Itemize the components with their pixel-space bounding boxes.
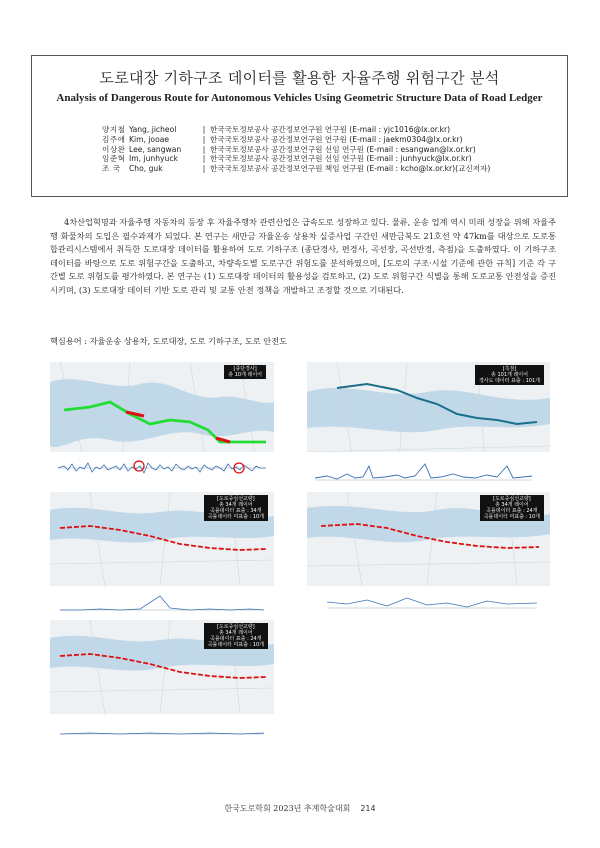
figure-label-line: [측점] <box>502 366 517 372</box>
author-name-ko: 김주애 <box>102 134 126 144</box>
author-affiliation: 한국국토정보공사 공간정보연구원 선임 연구원 (E-mail : junhyuck@lx.or.kr) <box>210 154 472 164</box>
author-affiliation: 한국국토정보공사 공간정보연구원 선임 연구원 (E-mail : esangwan@lx.or.kr) <box>210 144 476 154</box>
author-row <box>102 145 490 155</box>
author-row <box>102 154 490 164</box>
author-name-ko: 조 국 <box>102 164 121 174</box>
figure-curve-map-3 <box>50 620 274 714</box>
author-separator: | <box>202 134 206 144</box>
figure-curve-profile-2 <box>307 588 550 616</box>
abstract-paragraph: 4차산업혁명과 자율주행 자동차의 등장 후 자율주행차 관련산업은 급속도로 성장하고 있다. 물류, 운송 업계 역시 미래 성장을 위해 자율주행 화물차의 도입은 필수과제가 되었다. 본 연구는 새만금 자율운송 상용차 실증사업 구간인 새만금북도 21호선 약 47km를 대상으로 도로통합관리시스템에서 취득한 도로대장 데이터를 활용하여 도로 기하구조 (종단경사, 편경사, 곡선장, 곡선반경, 측점)을 도출하였다. 이 기하구조 데이터를 바탕으로 도로 위험구간을 도출하고, 차량속도별 도로구간 위험도를 분석하였으며, [도로의 구조·시설 기준에 관한 규칙] 기준 각 구간별 도로 위험도를 평가하였다. 본 연구는 (1) 도로대장 데이터의 활용성을 검토하고, (2) 도로 위험구간 식별을 통해 도로교통 안전성을 증진시키며, (3) 도로대장 데이터 기반 도로 관리 및 교통 안전 정책을 개발하고 조정할 것으로 기대된다. <box>50 217 556 295</box>
author-separator: | <box>202 154 206 164</box>
figure-label-line: 총 34개 레이어 <box>495 502 529 508</box>
figure-label-line: [도로중심선교량] <box>216 624 255 630</box>
author-name-en: Lee, sangwan <box>129 144 182 154</box>
figure-label-line: [도로중심선교량] <box>492 496 531 502</box>
station-profile-svg <box>307 452 550 485</box>
slope-profile-svg <box>50 452 274 485</box>
figure-label-line: 총 34개 레이어 <box>219 502 253 508</box>
figure-label-line: 곡률데이터 표출 : 34개 <box>210 508 262 514</box>
figure-label-line: 총 10개 레이어 <box>228 372 262 378</box>
author-name-ko: 임준혁 <box>102 154 126 164</box>
author-name-ko: 양지철 <box>102 125 126 134</box>
author-name-ko: 이상완 <box>102 144 126 154</box>
figure-label-line: [종단경사] <box>233 366 257 372</box>
author-affiliation: 한국국토정보공사 공간정보연구원 연구원 (E-mail : yjc1016@lx.or.kr) <box>210 125 451 134</box>
conference-name: 한국도로학회 2023년 추계학술대회 <box>224 804 351 813</box>
figure-label-line: 곡률데이터 미표출 : 10개 <box>483 514 540 520</box>
author-affiliation: 한국국토정보공사 공간정보연구원 책임 연구원 (E-mail : kcho@lx.or.kr)(교신저자) <box>210 164 491 174</box>
page-number: 214 <box>360 804 376 813</box>
figure-label-line: 총 101개 레이어 <box>491 372 528 378</box>
figure-label <box>224 365 266 379</box>
figure-label-line: 총 34개 레이어 <box>219 630 253 636</box>
page-footer <box>0 803 600 814</box>
figure-curve-map-1 <box>50 492 274 586</box>
author-row <box>102 135 490 145</box>
author-row <box>102 164 490 174</box>
author-affiliation: 한국국토정보공사 공간정보연구원 연구원 (E-mail : jaekm0304@lx.or.kr) <box>210 134 463 144</box>
figure-label <box>204 495 268 521</box>
figure-label <box>480 495 544 521</box>
author-separator: | <box>202 164 206 174</box>
curve-profile-3-svg <box>50 716 274 746</box>
title-korean: 도로대장 기하구조 데이터를 활용한 자율주행 위험구간 분석 <box>99 69 500 87</box>
figure-curve-profile-3 <box>50 716 274 746</box>
author-separator: | <box>202 144 206 154</box>
author-name-en: Im, junhyuck <box>129 154 178 164</box>
author-name-en: Kim, jooae <box>129 134 170 144</box>
paper-header-box <box>31 55 568 197</box>
figure-label <box>475 365 544 385</box>
figure-slope-profile <box>50 452 274 485</box>
author-name-en: Yang, jicheol <box>129 125 177 134</box>
figure-label-line: 곡률데이터 미표출 : 10개 <box>207 514 264 520</box>
figure-label-line: 경사도 데이터 표출 : 101개 <box>478 378 540 384</box>
author-separator: | <box>202 125 206 134</box>
figure-label <box>204 623 268 649</box>
figure-label-line: 곡률데이터 표출 : 24개 <box>486 508 538 514</box>
author-row <box>102 125 490 135</box>
figure-curve-profile-1 <box>50 588 274 616</box>
curve-profile-1-svg <box>50 588 274 616</box>
author-list <box>102 125 490 174</box>
figure-label-line: 곡률데이터 표출 : 24개 <box>210 636 262 642</box>
figure-label-line: [도로중심선교량] <box>216 496 255 502</box>
keywords-line: 핵심용어 : 자율운송 상용차, 도로대장, 도로 기하구조, 도로 안전도 <box>50 336 288 346</box>
author-name-en: Cho, guk <box>129 164 163 174</box>
figure-curve-map-2 <box>307 492 550 586</box>
figure-station-profile <box>307 452 550 485</box>
curve-profile-2-svg <box>307 588 550 616</box>
figure-label-line: 곡률데이터 미표출 : 10개 <box>207 642 264 648</box>
title-english: Analysis of Dangerous Route for Autonomous Vehicles Using Geometric Structure Data of Road Ledger <box>56 92 543 104</box>
